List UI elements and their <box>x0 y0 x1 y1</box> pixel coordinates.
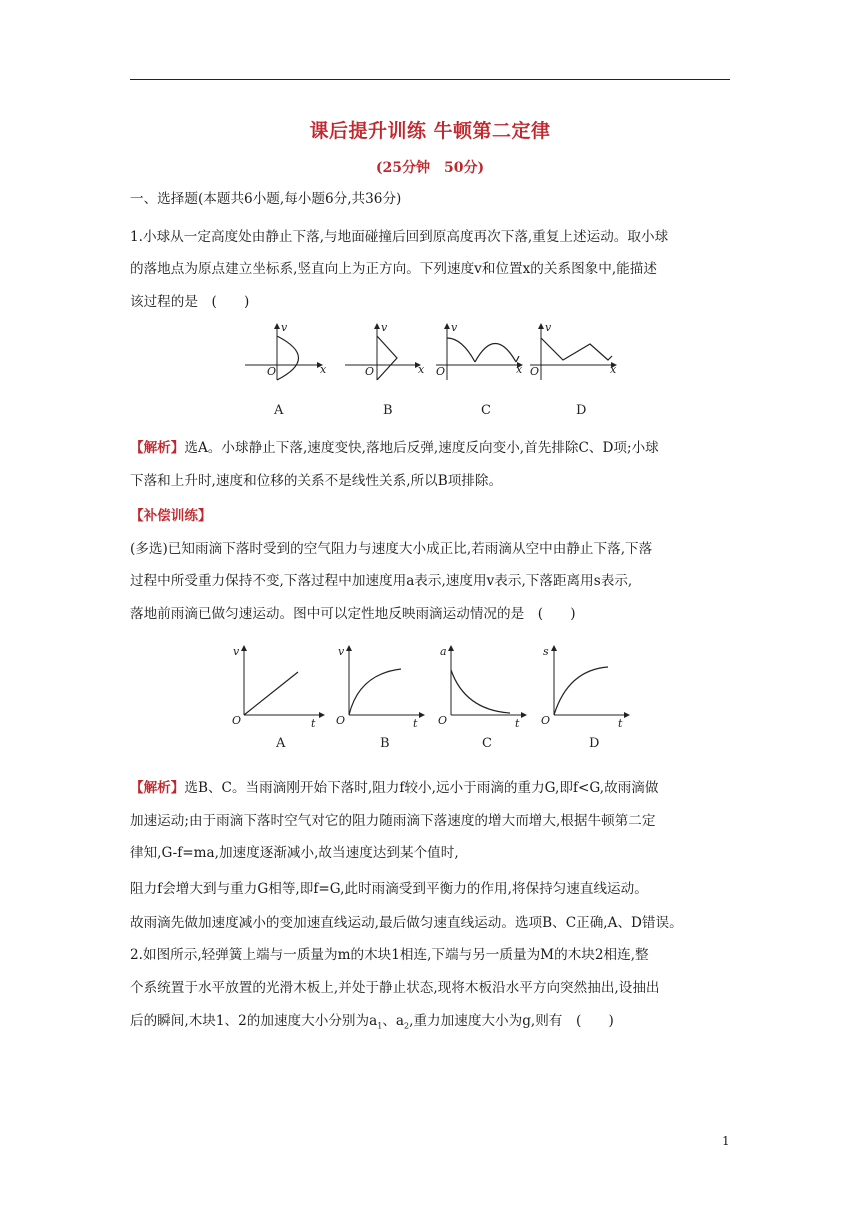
axis-x-label: x <box>418 363 425 376</box>
curve-a <box>277 336 299 380</box>
supplement-text-line3: 落地前雨滴已做匀速运动。图中可以定性地反映雨滴运动情况的是 ( ) <box>130 606 576 622</box>
analysis-text: 选B、C。当雨滴刚开始下落时,阻力f较小,远小于雨滴的重力G,即f<G,故雨滴做 <box>184 780 659 796</box>
origin-label: O <box>267 365 277 378</box>
axis-x-label: x <box>516 363 523 376</box>
axis-x-label: t <box>618 717 623 730</box>
axis-x-label: x <box>610 363 617 376</box>
option-label-b: B <box>383 403 393 418</box>
curve-b <box>349 669 401 715</box>
origin-label: O <box>336 714 346 727</box>
q2-text-line3 <box>130 1011 730 1037</box>
section-heading: 一、选择题(本题共6小题,每小题6分,共36分) <box>130 191 402 207</box>
supplement-graph-b <box>336 645 424 751</box>
origin-label: O <box>436 365 446 378</box>
supplement-text-line1: (多选)已知雨滴下落时受到的空气阻力与速度大小成正比,若雨滴从空中由静止下落,下落 <box>130 541 653 557</box>
q1-graph-c <box>436 321 523 418</box>
option-label-d: D <box>576 403 587 418</box>
origin-label: O <box>438 714 448 727</box>
q2-line3-part: ,重力加速度大小为g,则有 ( ) <box>409 1013 614 1029</box>
curve-b <box>377 336 397 380</box>
option-label-a: A <box>274 403 284 418</box>
analysis-tag: 【解析】 <box>130 440 185 456</box>
q2-line3-part: 后的瞬间,木块1、2的加速度大小分别为a <box>130 1013 378 1029</box>
q1-figure <box>240 320 630 420</box>
supplement-graph-c <box>438 645 526 751</box>
axis-y-label: v <box>381 321 388 334</box>
analysis-text: 选A。小球静止下落,速度变快,落地后反弹,速度反向变小,首先排除C、D项;小球 <box>184 440 659 456</box>
supplement-analysis-line1 <box>130 778 730 798</box>
curve-c <box>447 338 519 362</box>
option-label-a: A <box>276 736 286 751</box>
supplement-analysis-line4: 阻力f会增大到与重力G相等,即f=G,此时雨滴受到平衡力的作用,将保持匀速直线运动。 <box>130 881 648 897</box>
q2-line3-part: 、a <box>382 1013 405 1029</box>
q1-analysis-line2: 下落和上升时,速度和位移的关系不是线性关系,所以B项排除。 <box>130 473 503 489</box>
axis-y-label: v <box>451 321 458 334</box>
axis-y-label: v <box>233 645 240 658</box>
page-subtitle: (25分钟 50分) <box>375 160 485 176</box>
analysis-tag: 【解析】 <box>130 780 185 796</box>
option-label-d: D <box>589 736 600 751</box>
header-rule <box>130 79 730 80</box>
page-number: 1 <box>722 1134 730 1148</box>
curve-d <box>541 338 612 360</box>
axis-x-label: x <box>320 363 327 376</box>
supplement-figure <box>228 640 638 755</box>
q1-text-line2: 的落地点为原点建立坐标系,竖直向上为正方向。下列速度v和位置x的关系图象中,能描述 <box>130 261 657 277</box>
option-label-c: C <box>482 736 492 751</box>
q2-text-line1: 2.如图所示,轻弹簧上端与一质量为m的木块1相连,下端与另一质量为M的木块2相连,整 <box>130 947 649 963</box>
axis-y-label: v <box>338 645 345 658</box>
q1-graph-a <box>245 321 327 418</box>
option-label-c: C <box>481 403 491 418</box>
subscript: 2 <box>404 1021 410 1031</box>
origin-label: O <box>530 365 540 378</box>
axis-y-label: a <box>440 645 447 658</box>
q1-graph-d <box>530 321 617 418</box>
supplement-tag: 【补偿训练】 <box>130 508 212 524</box>
supplement-text-line2: 过程中所受重力保持不变,下落过程中加速度用a表示,速度用v表示,下落距离用s表示, <box>130 573 633 589</box>
origin-label: O <box>541 714 551 727</box>
q1-text-line3: 该过程的是 ( ) <box>130 294 250 310</box>
supplement-analysis-line3: 律知,G-f=ma,加速度逐渐减小,故当速度达到某个值时, <box>130 845 459 861</box>
origin-label: O <box>232 714 242 727</box>
axis-x-label: t <box>413 717 418 730</box>
curve-a <box>244 672 298 715</box>
q1-analysis-line1 <box>130 438 730 458</box>
supplement-analysis-line5: 故雨滴先做加速度减小的变加速直线运动,最后做匀速直线运动。选项B、C正确,A、D错误。 <box>130 915 683 931</box>
axis-y-label: v <box>545 321 552 334</box>
q1-graph-b <box>345 321 425 418</box>
supplement-analysis-line2: 加速运动;由于雨滴下落时空气对它的阻力随雨滴下落速度的增大而增大,根据牛顿第二定 <box>130 813 656 829</box>
axis-x-label: t <box>311 717 316 730</box>
axis-y-label: v <box>281 321 288 334</box>
q1-text-line1: 1.小球从一定高度处由静止下落,与地面碰撞后回到原高度再次下落,重复上述运动。取小球 <box>130 229 669 245</box>
axis-x-label: t <box>515 717 520 730</box>
page-title: 课后提升训练 牛顿第二定律 <box>309 120 551 142</box>
curve-d <box>554 667 608 715</box>
option-label-b: B <box>380 736 390 751</box>
supplement-graph-d <box>541 645 629 751</box>
q2-text-line2: 个系统置于水平放置的光滑木板上,并处于静止状态,现将木板沿水平方向突然抽出,设抽出 <box>130 980 660 996</box>
subscript: 1 <box>377 1021 383 1031</box>
origin-label: O <box>365 365 375 378</box>
axis-y-label: s <box>543 645 549 658</box>
supplement-graph-a <box>232 645 324 751</box>
curve-c <box>451 670 510 713</box>
